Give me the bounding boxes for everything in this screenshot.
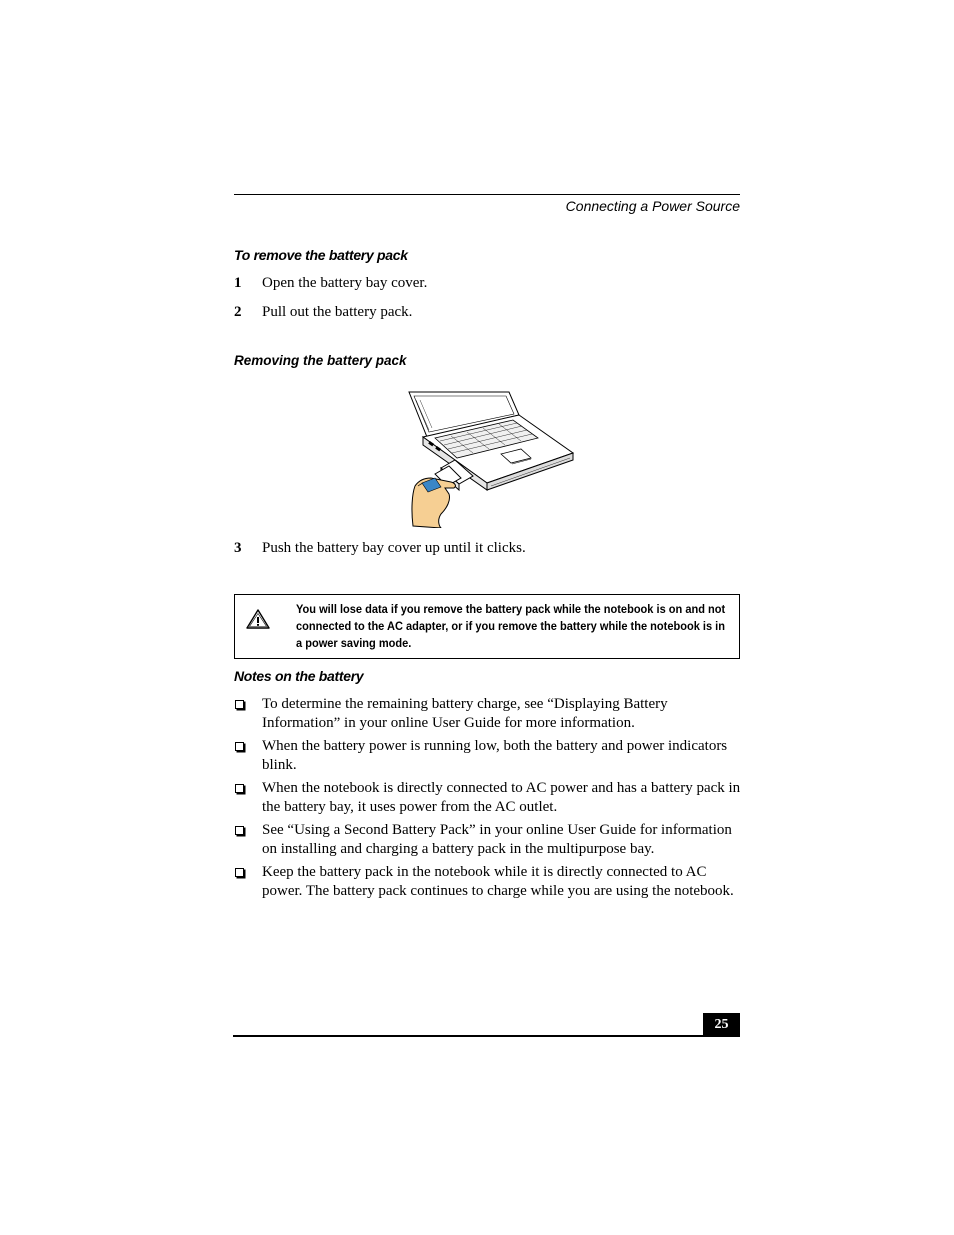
notes-list xyxy=(234,695,744,905)
step-number: 1 xyxy=(234,275,242,291)
figure-caption: Removing the battery pack xyxy=(234,353,407,368)
step-text: Push the battery bay cover up until it clicks. xyxy=(262,540,526,556)
list-item xyxy=(234,695,744,733)
procedure-heading: To remove the battery pack xyxy=(234,247,408,263)
header-rule xyxy=(234,194,740,195)
checkbox-bullet-icon xyxy=(235,826,244,835)
footer-rule xyxy=(233,1035,740,1037)
page-number: 25 xyxy=(703,1013,740,1036)
list-item xyxy=(234,863,744,901)
checkbox-bullet-icon xyxy=(235,868,244,877)
warning-triangle-icon xyxy=(245,608,271,630)
note-text: See “Using a Second Battery Pack” in your online User Guide for information on installing and charging a battery pack in the multipurpose bay. xyxy=(262,822,732,857)
step-number: 3 xyxy=(234,540,242,556)
step-text: Open the battery bay cover. xyxy=(262,275,428,291)
checkbox-bullet-icon xyxy=(235,700,244,709)
note-text: Keep the battery pack in the notebook while it is directly connected to AC power. The battery pack continues to charge while you are using the notebook. xyxy=(262,864,734,899)
battery-removal-illustration xyxy=(405,390,577,528)
notes-heading: Notes on the battery xyxy=(234,668,364,684)
list-item xyxy=(234,821,744,859)
note-text: When the battery power is running low, both the battery and power indicators blink. xyxy=(262,738,728,773)
warning-box xyxy=(234,594,740,659)
list-item xyxy=(234,779,744,817)
checkbox-bullet-icon xyxy=(235,742,244,751)
note-text: When the notebook is directly connected to AC power and has a battery pack in the battery bay, it uses power from the AC outlet. xyxy=(262,780,741,815)
list-item xyxy=(234,737,744,775)
step-text: Pull out the battery pack. xyxy=(262,304,413,320)
running-header: Connecting a Power Source xyxy=(565,198,740,214)
checkbox-bullet-icon xyxy=(235,784,244,793)
step-number: 2 xyxy=(234,304,242,320)
note-text: To determine the remaining battery charge, see “Displaying Battery Information” in your online User Guide for more information. xyxy=(262,696,668,731)
warning-text: You will lose data if you remove the battery pack while the notebook is on and not connected to the AC adapter, or if you remove the battery while the notebook is in a power saving mode. xyxy=(296,602,726,650)
